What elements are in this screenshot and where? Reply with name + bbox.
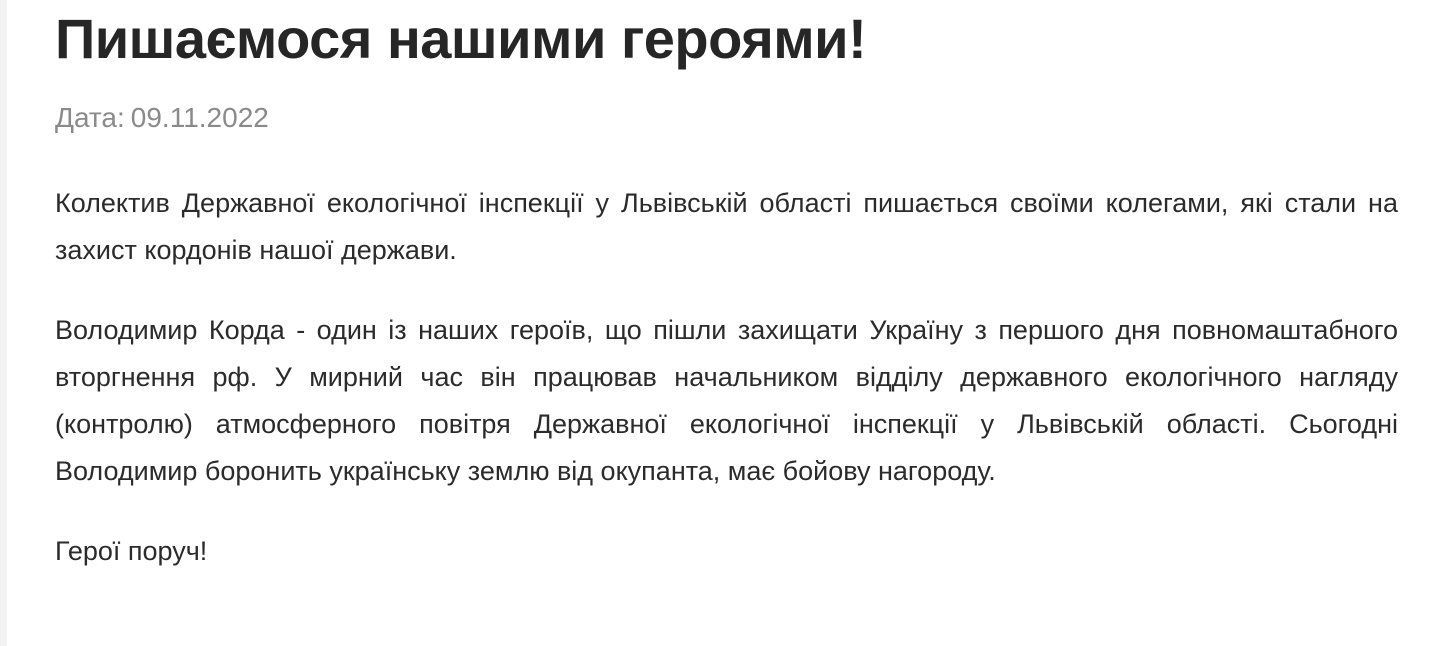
date-value: 09.11.2022 — [130, 102, 269, 133]
article-title: Пишаємося нашими героями! — [55, 7, 867, 70]
article-date — [55, 98, 1398, 138]
paragraph-closing: Герої поруч! — [55, 536, 208, 566]
paragraph-intro: Колектив Державної екологічної інспекції у Львівській області пишається своїми колегами, які стали на захист кордонів нашої держави. — [55, 188, 1398, 265]
paragraph-hero: Володимир Корда - один із наших героїв, що пішли захищати Україну з першого дня повномаштабного вторгнення рф. У мирний час він працював начальником відділу державного екологічного нагляду (контролю) атмосферного повітря Державної екологічної інспекції у Львівській області. Сьогодні Володимир боронить українську землю від окупанта, має бойову нагороду. — [55, 315, 1398, 486]
article — [55, 0, 1398, 608]
left-border — [0, 0, 7, 646]
article-body — [55, 180, 1398, 575]
date-label: Дата: — [55, 102, 125, 133]
